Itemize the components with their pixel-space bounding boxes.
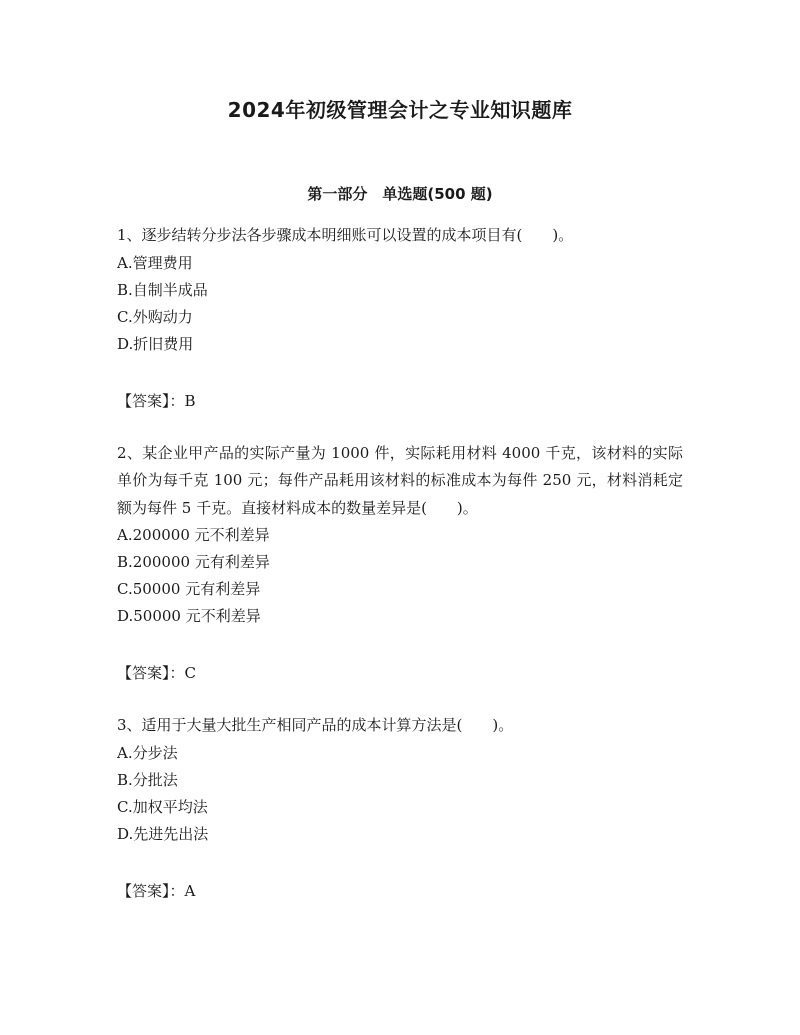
question-text: 1、逐步结转分步法各步骤成本明细账可以设置的成本项目有( )。 [117,226,574,244]
question-text: 2、某企业甲产品的实际产量为 1000 件，实际耗用材料 4000 千克，该材料的实际单价为每千克 100 元；每件产品耗用该材料的标准成本为每件 250 元，材料消耗定额为每件 5 千克。直接材料成本的数量差异是( )。 [117,443,683,517]
option-d: D.50000 元不利差异 [117,607,261,625]
option-c: C.50000 元有利差异 [117,580,261,598]
question-text: 3、适用于大量大批生产相同产品的成本计算方法是( )。 [117,716,514,734]
section-title: 第一部分 单选题(500 题) [307,185,493,203]
answer-value: B [184,391,196,410]
answer-label: 【答案】： [117,391,185,410]
option-b: B.200000 元有利差异 [117,553,270,571]
document-title: 2024年初级管理会计之专业知识题库 [227,98,573,122]
answer-value: C [184,664,196,682]
question-3 [117,712,683,905]
option-d: D.先进先出法 [117,824,209,843]
answer-label: 【答案】： [117,664,185,682]
answer-line [117,878,683,905]
answer-line [117,660,683,687]
answer-line [117,388,683,415]
option-a: A.管理费用 [117,253,193,272]
answer-label: 【答案】： [117,881,185,900]
option-c: C.外购动力 [117,307,193,326]
option-b: B.分批法 [117,770,178,789]
option-d: D.折旧费用 [117,334,194,353]
question-2 [117,440,683,688]
answer-value: A [184,881,196,900]
option-a: A.200000 元不利差异 [117,526,270,544]
question-1 [117,222,683,415]
option-a: A.分步法 [117,743,178,762]
option-c: C.加权平均法 [117,797,208,816]
option-b: B.自制半成品 [117,280,208,299]
question-list [117,222,683,930]
